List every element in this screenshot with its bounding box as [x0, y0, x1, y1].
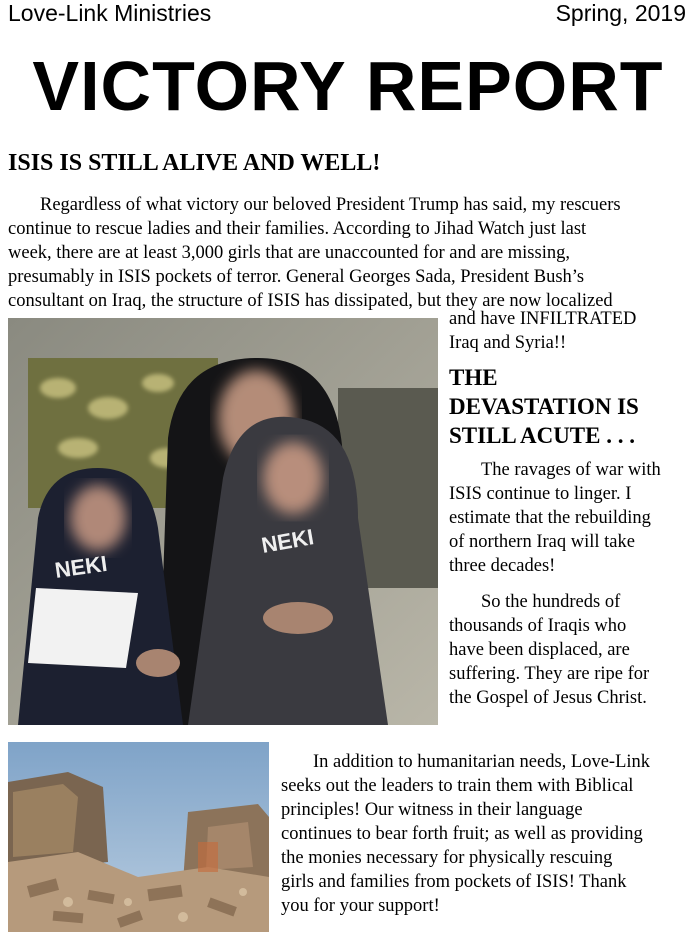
heading-line: THE	[449, 365, 498, 390]
text-line: In addition to humanitarian needs, Love-Link	[313, 752, 651, 772]
org-name: Love-Link Ministries	[8, 0, 212, 26]
family-photo-image	[8, 318, 438, 725]
text-line: three decades!	[449, 556, 556, 576]
rubble-photo-image	[8, 742, 269, 932]
text-line: week, there are at least 3,000 girls that are unaccounted for and are missing,	[8, 243, 570, 263]
text-line: of northern Iraq will take	[449, 532, 635, 552]
paper-sheet	[28, 588, 138, 668]
text-line: suffering. They are ripe for	[449, 664, 650, 684]
text-line: estimate that the rebuilding	[449, 508, 651, 528]
text-line: consultant on Iraq, the structure of ISIS has dissipated, but they are now localized	[8, 291, 613, 311]
family-photo	[8, 318, 438, 725]
heading-line: DEVASTATION IS	[449, 394, 639, 419]
article1-paragraph	[8, 193, 692, 313]
text-line: Regardless of what victory our beloved President Trump has said, my rescuers	[40, 195, 621, 215]
issue-date: Spring, 2019	[555, 0, 686, 26]
text-line: presumably in ISIS pockets of terror. General Georges Sada, President Bush’s	[8, 267, 585, 287]
text-line: The ravages of war with	[481, 460, 661, 480]
text-line: thousands of Iraqis who	[449, 616, 627, 636]
text-line: principles! Our witness in their language	[281, 800, 583, 820]
text-line: have been displaced, are	[449, 640, 630, 660]
text-line: So the hundreds of	[481, 592, 621, 612]
article1-heading: ISIS IS STILL ALIVE AND WELL!	[8, 150, 381, 176]
heading-line: STILL ACUTE . . .	[449, 423, 635, 448]
text-line: the Gospel of Jesus Christ.	[449, 688, 647, 708]
hoodie-text: NEKI	[53, 550, 109, 583]
text-line: seeks out the leaders to train them with Biblical	[281, 776, 634, 796]
text-line: the monies necessary for physically rescuing	[281, 848, 613, 868]
text-line: girls and families from pockets of ISIS! Thank	[281, 872, 627, 892]
rubble-photo	[8, 742, 269, 932]
text-line: continue to rescue ladies and their families. According to Jihad Watch just last	[8, 219, 587, 239]
text-line: you for your support!	[281, 896, 440, 916]
text-line: and have INFILTRATED	[449, 309, 637, 329]
text-line: continues to bear forth fruit; as well as providing	[281, 824, 643, 844]
text-line: Iraq and Syria!!	[449, 333, 567, 353]
masthead-title: VICTORY REPORT	[32, 47, 664, 125]
article2-heading	[449, 363, 694, 450]
text-line: ISIS continue to linger. I	[449, 484, 632, 504]
hoodie-text: NEKI	[259, 524, 316, 558]
right-column	[449, 307, 694, 710]
article3-paragraph	[281, 750, 691, 918]
